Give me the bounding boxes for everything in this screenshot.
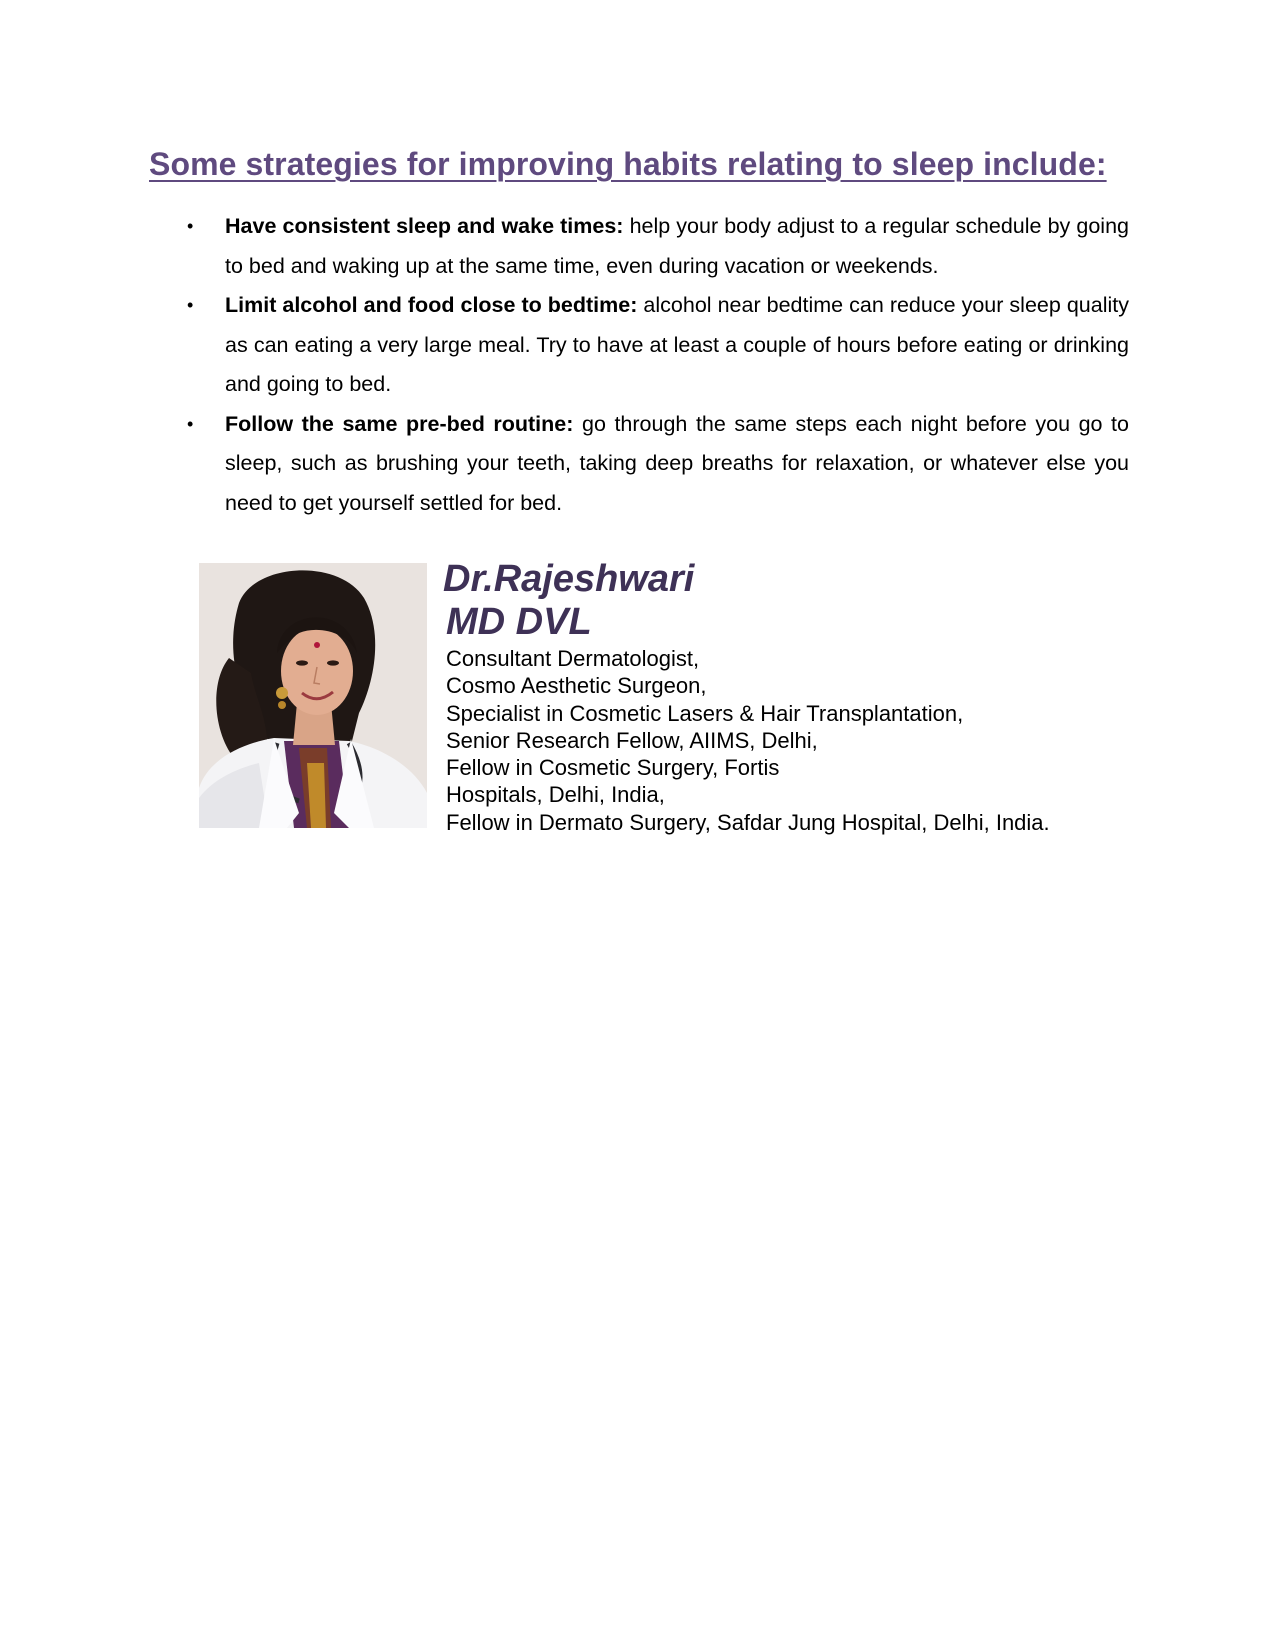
bullet-text: go through the same steps each night before you go to sleep, such as brushing your teeth, taking deep breaths for relaxation, or whatever else you need to get yourself settled for bed. xyxy=(225,411,1129,515)
author-name: Dr.Rajeshwari xyxy=(443,558,695,600)
credential-line: Specialist in Cosmetic Lasers & Hair Transplantation, xyxy=(446,700,964,726)
author-section xyxy=(199,558,1099,835)
author-photo xyxy=(199,563,427,828)
author-degree: MD DVL xyxy=(446,601,592,643)
credential-line: Consultant Dermatologist, xyxy=(446,646,700,671)
credential-line: Hospitals, Delhi, India, xyxy=(446,782,665,808)
author-info xyxy=(443,558,1050,840)
credential-line: Cosmo Aesthetic Surgeon, xyxy=(446,673,707,699)
bullet-text: help your body adjust to a regular schedule by going to bed and waking up at the same time, even during vacation or weekends. xyxy=(225,214,1129,278)
bullet-icon: • xyxy=(187,295,194,315)
credential-line: Senior Research Fellow, AIIMS, Delhi, xyxy=(446,727,818,753)
bullet-term: Have consistent sleep and wake times: xyxy=(225,214,624,238)
list-item xyxy=(149,286,1129,405)
page-heading: Some strategies for improving habits relating to sleep include: xyxy=(149,146,1107,182)
credential-line: Fellow in Dermato Surgery, Safdar Jung Hospital, Delhi, India. xyxy=(446,809,1050,835)
list-item xyxy=(149,207,1129,286)
bullet-term: Limit alcohol and food close to bedtime: xyxy=(225,293,638,317)
strategy-list xyxy=(149,207,1129,523)
bullet-term: Follow the same pre-bed routine: xyxy=(225,411,574,436)
bullet-text: alcohol near bedtime can reduce your sleep quality as can eating a very large meal. Try to have at least a couple of hours before eating or drinking and going to bed. xyxy=(225,293,1129,396)
list-item xyxy=(149,405,1129,524)
portrait-illustration xyxy=(199,563,427,828)
bullet-icon: • xyxy=(187,413,194,434)
credential-list xyxy=(446,645,1050,836)
credential-line: Fellow in Cosmetic Surgery, Fortis xyxy=(446,755,780,781)
bullet-icon: • xyxy=(187,216,194,236)
